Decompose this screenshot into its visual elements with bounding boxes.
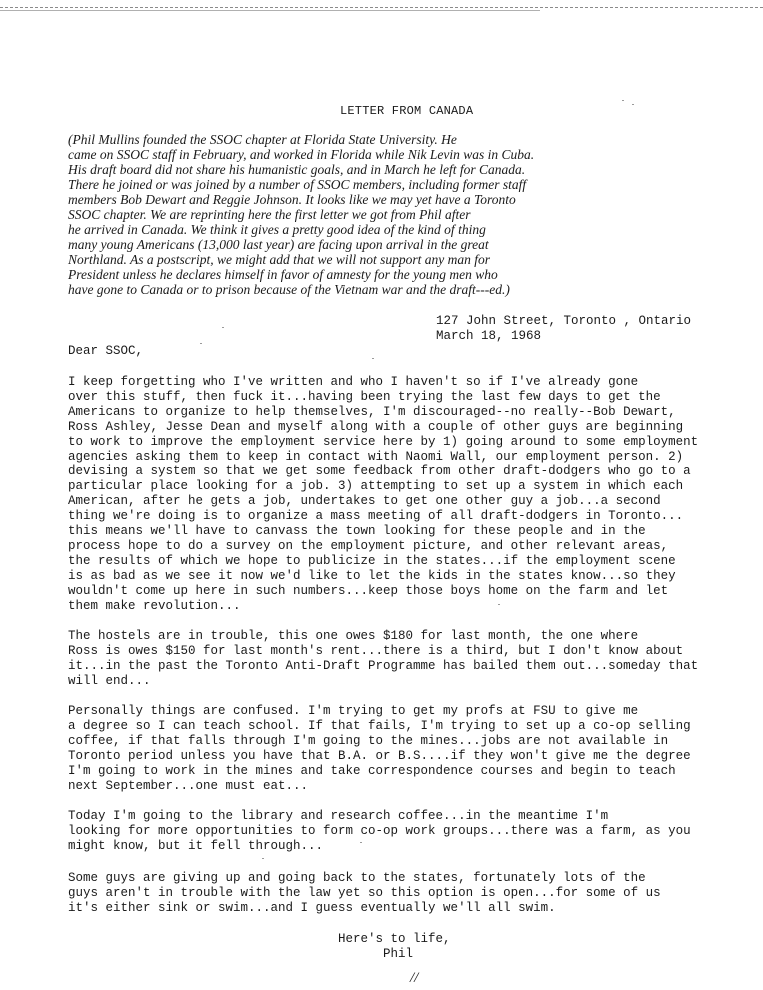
paragraph-line: a degree so I can teach school. If that fails, I'm trying to set up a co-op selling bbox=[68, 718, 691, 733]
paragraph-line: will end... bbox=[68, 673, 151, 688]
paragraph-line: it's either sink or swim...and I guess eventually we'll all swim. bbox=[68, 900, 556, 915]
intro-line: SSOC chapter. We are reprinting here the first letter we got from Phil after bbox=[68, 206, 471, 222]
paragraph-line: American, after he gets a job, undertakes to get one other guy a job...a second bbox=[68, 494, 661, 509]
letter-date: March 18, 1968 bbox=[436, 328, 542, 343]
intro-line: President unless he declares himself in favor of amnesty for the young men who bbox=[68, 266, 498, 282]
letter-paragraph-4 bbox=[68, 809, 691, 854]
intro-line: There he joined or was joined by a number of SSOC members, including former staff bbox=[68, 176, 527, 192]
intro-line: His draft board did not share his humanistic goals, and in March he left for Canada. bbox=[68, 161, 526, 177]
letter-paragraph-1 bbox=[68, 375, 698, 614]
intro-line: Northland. As a postscript, we might add that we will not support any man for bbox=[68, 251, 491, 267]
paragraph-line: next September...one must eat... bbox=[68, 778, 309, 793]
scan-speck bbox=[262, 858, 264, 859]
paragraph-line: Toronto period unless you have that B.A. or B.S....if they won't give me the degree bbox=[68, 748, 691, 763]
paragraph-line: it...in the past the Toronto Anti-Draft Programme has bailed them out...someday that bbox=[68, 658, 699, 673]
paragraph-line: Today I'm going to the library and research coffee...in the meantime I'm bbox=[68, 809, 609, 823]
scan-speck bbox=[622, 100, 624, 101]
paragraph-line: Ross Ashley, Jesse Dean and myself along with a couple of other guys are beginning bbox=[68, 419, 684, 434]
scan-edge-line bbox=[0, 10, 540, 11]
scan-speck bbox=[222, 327, 224, 328]
letter-paragraph-5 bbox=[68, 871, 661, 916]
paragraph-line: agencies asking them to keep in contact with Naomi Wall, our employment person. 2) bbox=[68, 449, 684, 464]
closing-block bbox=[338, 932, 451, 962]
paragraph-line: wouldn't come up here in such numbers...keep those boys home on the farm and let bbox=[68, 583, 669, 598]
paragraph-line: this means we'll have to canvass the town looking for these people and in the bbox=[68, 524, 646, 539]
paragraph-line: might know, but it fell through... bbox=[68, 838, 324, 853]
scan-speck bbox=[200, 343, 202, 344]
paragraph-line: is as bad as we see it now we'd like to let the kids in the states know...so they bbox=[68, 568, 676, 583]
paragraph-line: process hope to do a survey on the employment picture, and other relevant areas, bbox=[68, 538, 669, 553]
signature-name: Phil bbox=[383, 947, 414, 961]
letter-paragraph-2 bbox=[68, 629, 698, 689]
paragraph-line: the results of which we hope to publicize in the states...if the employment scene bbox=[68, 553, 676, 568]
intro-line: he arrived in Canada. We think it gives a pretty good idea of the kind of thing bbox=[68, 221, 486, 237]
paragraph-line: over this stuff, then fuck it...having been trying the last few days to get the bbox=[68, 389, 661, 404]
paragraph-line: coffee, if that falls through I'm going to the mines...jobs are not available in bbox=[68, 733, 669, 748]
paragraph-line: them make revolution... bbox=[68, 598, 241, 613]
valediction: Here's to life, bbox=[338, 932, 451, 946]
page-number-mark: // bbox=[410, 970, 419, 986]
paragraph-line: to work to improve the employment service here by 1) going around to some employment bbox=[68, 434, 699, 449]
paragraph-line: particular place looking for a job. 3) attempting to set up a system in which each bbox=[68, 479, 684, 494]
paragraph-line: The hostels are in trouble, this one owes $180 for last month, the one where bbox=[68, 629, 639, 643]
scan-speck bbox=[632, 104, 634, 105]
intro-line: (Phil Mullins founded the SSOC chapter at Florida State University. He bbox=[68, 132, 457, 147]
scan-speck bbox=[372, 358, 374, 359]
sender-address: 127 John Street, Toronto , Ontario bbox=[436, 314, 692, 328]
salutation: Dear SSOC, bbox=[68, 344, 144, 358]
sender-address-block bbox=[436, 314, 691, 343]
scan-speck bbox=[360, 842, 362, 843]
paragraph-line: guys aren't in trouble with the law yet so this option is open...for some of us bbox=[68, 885, 661, 900]
paragraph-line: Americans to organize to help themselves, I'm discouraged--no really--Bob Dewart, bbox=[68, 404, 676, 419]
paragraph-line: looking for more opportunities to form co-op work groups...there was a farm, as you bbox=[68, 823, 691, 838]
scan-speck bbox=[498, 604, 500, 605]
letter-title: LETTER FROM CANADA bbox=[340, 104, 474, 118]
intro-line: members Bob Dewart and Reggie Johnson. It looks like we may yet have a Toronto bbox=[68, 191, 516, 207]
paragraph-line: I keep forgetting who I've written and who I haven't so if I've already gone bbox=[68, 375, 639, 389]
paragraph-line: Ross is owes $150 for last month's rent...there is a third, but I don't know about bbox=[68, 643, 684, 658]
editorial-intro bbox=[68, 133, 718, 297]
intro-line: came on SSOC staff in February, and worked in Florida while Nik Levin was in Cuba. bbox=[68, 146, 535, 162]
paragraph-line: devising a system so that we get some feedback from other draft-dodgers who go to a bbox=[68, 464, 691, 479]
letter-paragraph-3 bbox=[68, 704, 691, 793]
intro-line: many young Americans (13,000 last year) are facing upon arrival in the great bbox=[68, 236, 489, 252]
intro-line: have gone to Canada or to prison because of the Vietnam war and the draft---ed.) bbox=[68, 281, 510, 297]
paragraph-line: Some guys are giving up and going back to the states, fortunately lots of the bbox=[68, 871, 646, 885]
scan-edge-rule bbox=[0, 7, 763, 8]
paragraph-line: thing we're doing is to organize a mass meeting of all draft-dodgers in Toronto... bbox=[68, 509, 684, 524]
paragraph-line: Personally things are confused. I'm trying to get my profs at FSU to give me bbox=[68, 704, 639, 718]
paragraph-line: I'm going to work in the mines and take correspondence courses and begin to teach bbox=[68, 763, 676, 778]
